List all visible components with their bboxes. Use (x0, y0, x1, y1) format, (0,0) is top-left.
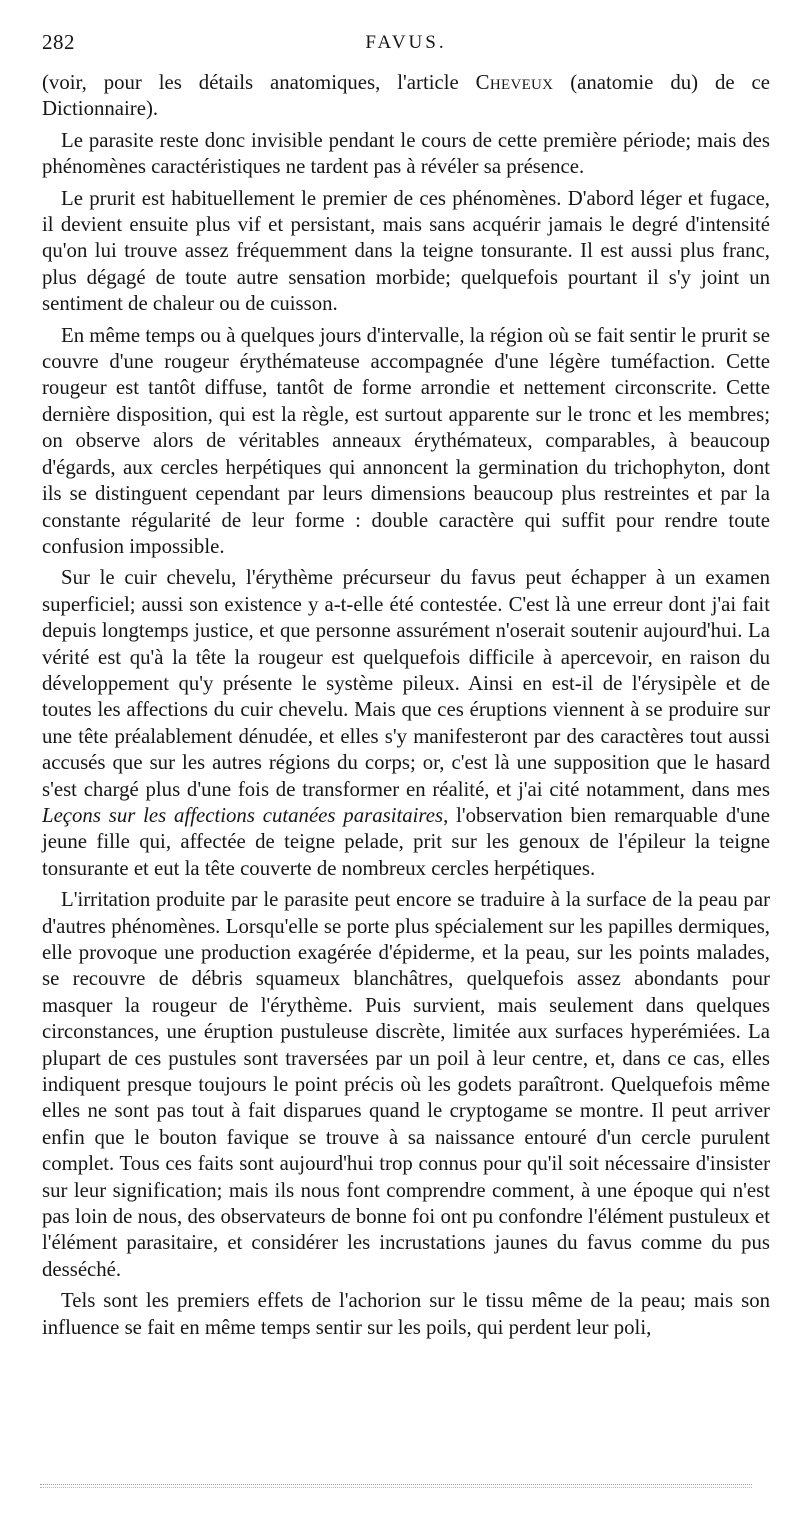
footer-dotted-rule (40, 1484, 752, 1488)
text-run: Tels sont les premiers effets de l'achorion sur le tissu même de la peau; mais son influence se fait en même temps sentir sur les poils, qui perdent leur poli, (42, 1289, 770, 1339)
text-run: Sur le cuir chevelu, l'érythème précurseur du favus peut échapper à un examen superficiel; aussi son existence y a-t-elle été contestée. C'est là une erreur dont j'ai fait depuis longtemps justice, et que personne assurément n'oserait soutenir aujourd'hui. La vérité est qu'à la tête la rougeur est quelquefois difficile à apercevoir, en raison du développement qu'y présente le système pileux. Ainsi en est-il de l'érysipèle et de toutes les affections du cuir chevelu. Mais que ces éruptions viennent à se produire sur une tête préalablement dénudée, et elles s'y manifesteront par des caractères tout aussi accusés que sur les autres régions du corps; or, c'est là une supposition que le hasard s'est chargé plus d'une fois de transformer en réalité, et j'ai cité notamment, dans mes (42, 566, 770, 801)
italic-title: Leçons sur les affections cutanées parasitaires (42, 803, 444, 827)
paragraph-p4 (42, 323, 770, 561)
text-run: Le prurit est habituellement le premier de ces phénomènes. D'abord léger et fugace, il devient ensuite plus vif et persistant, mais sans acquérir jamais le degré d'intensité qu'on lui trouve assez fréquemment dans la teigne tonsurante. Il est aussi plus franc, plus dégagé de toute autre sensation morbide; quelquefois pourtant il s'y joint un sentiment de chaleur ou de cuisson. (42, 186, 770, 316)
running-title: FAVUS. (365, 32, 447, 53)
paragraph-p7 (42, 1288, 770, 1341)
text-run: (voir, pour les détails anatomiques, l'article (42, 71, 476, 94)
paragraph-p2 (42, 128, 770, 181)
text-run: En même temps ou à quelques jours d'intervalle, la région où se fait sentir le prurit se couvre d'une rougeur érythémateuse accompagnée d'une légère tuméfaction. Cette rougeur est tantôt diffuse, tantôt de forme arrondie et nettement circonscrite. Cette dernière disposition, qui est la règle, est surtout apparente sur le tronc et les membres; on observe alors de véritables anneaux érythémateux, comparables, à beaucoup d'égards, aux cercles herpétiques qui annoncent la germination du trichophyton, dont ils se distinguent cependant par leurs dimensions beaucoup plus restreintes et par la constante régularité de leur forme : double caractère qui suffit pour rendre toute confusion impossible. (42, 323, 770, 558)
body-text (42, 70, 770, 1346)
text-run: L'irritation produite par le parasite peut encore se traduire à la surface de la peau par d'autres phénomènes. Lorsqu'elle se porte plus spécialement sur les papilles dermiques, elle provoque une production exagérée d'épiderme, et la peau, sur les points malades, se recouvre de débris squameux blanchâtres, quelquefois assez abondants pour masquer la rougeur de l'érythème. Puis survient, mais seulement dans quelques circonstances, une éruption pustuleuse discrète, limitée aux surfaces hyperémiées. La plupart de ces pustules sont traversées par un poil à leur centre, et, dans ce cas, elles indiquent presque toujours le point précis où les godets paraîtront. Quelquefois même elles ne sont pas tout à fait disparues quand le cryptogame se montre. Il peut arriver enfin que le bouton favique se trouve à sa naissance entouré d'un cercle purulent complet. Tous ces faits sont aujourd'hui trop connus pour qu'il soit nécessaire d'insister sur leur signification; mais ils nous font comprendre comment, à une époque qui n'est pas loin de nous, des observateurs de bonne foi ont pu confondre l'élément pustuleux et l'élément parasitaire, et considérer les incrustations jaunes du favus comme du pus desséché. (42, 888, 770, 1281)
paragraph-p6 (42, 887, 770, 1283)
page-header (42, 30, 770, 58)
small-caps-term: Cheveux (475, 71, 554, 94)
page-number: 282 (42, 30, 75, 54)
text-run: Le parasite reste donc invisible pendant le cours de cette première période; mais des phénomènes caractéristiques ne tardent pas à révéler sa présence. (42, 128, 770, 179)
paragraph-p3 (42, 186, 770, 318)
paragraph-p1 (42, 70, 770, 123)
paragraph-p5 (42, 565, 770, 882)
text-run: , l'observation bien remarquable d'une jeune fille qui, affectée de teigne pelade, prit sur les genoux de l'épileur la teigne tonsurante et eut la tête couverte de nombreux cercles herpétiques. (42, 803, 771, 880)
text-run: (anatomie du) de ce Dictionnaire). (42, 71, 770, 121)
